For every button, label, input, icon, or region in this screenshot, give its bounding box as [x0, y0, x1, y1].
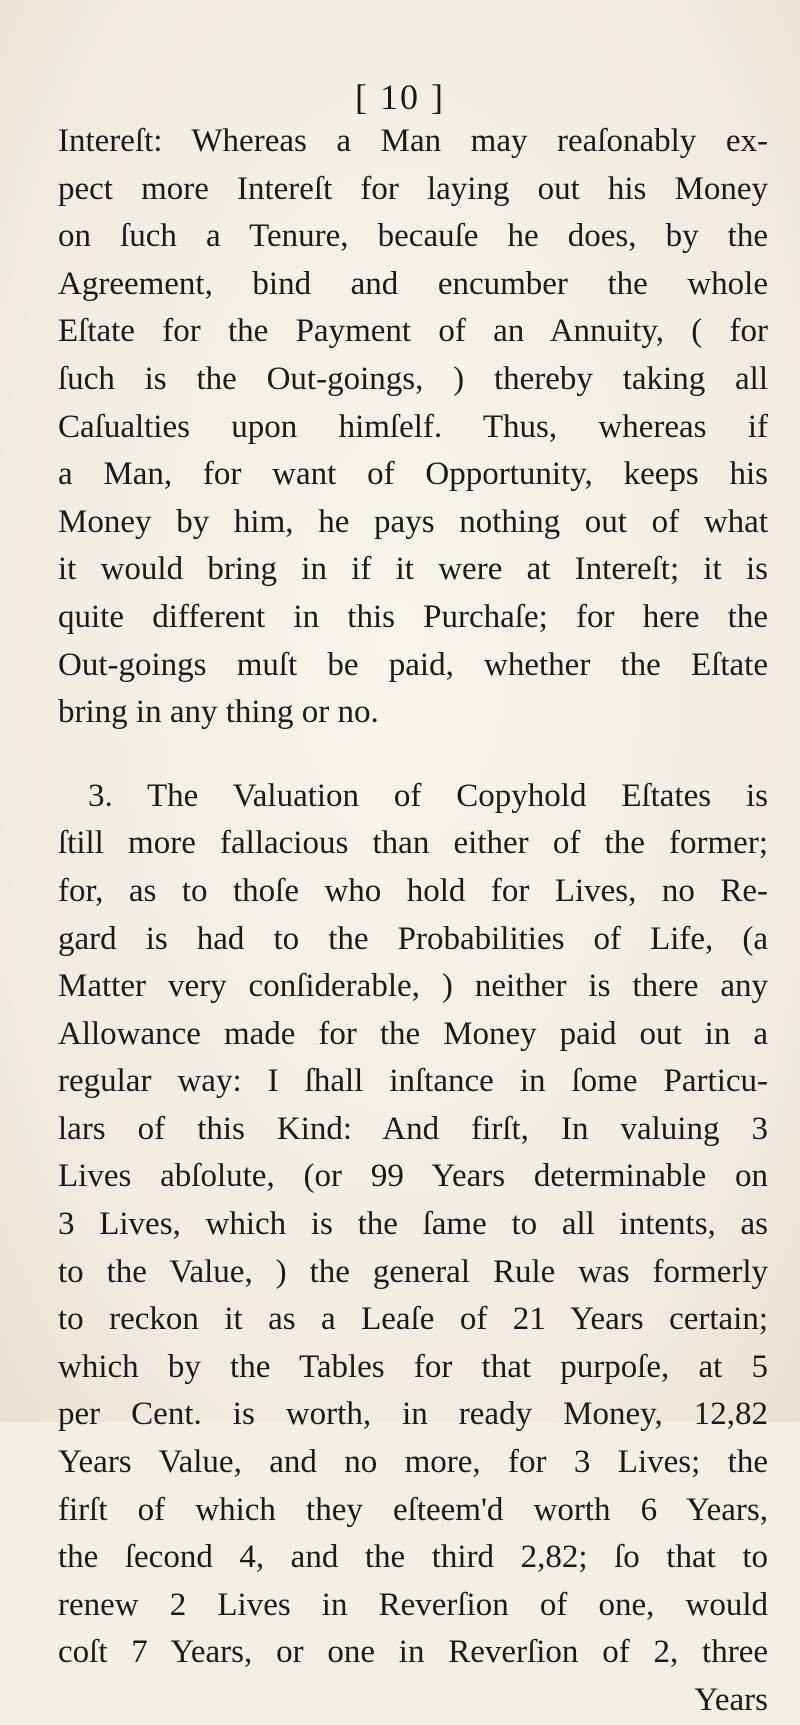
text-line: quite different in this Purchaſe; for here the	[58, 598, 768, 635]
text-line: ſtill more fallacious than either of the former;	[58, 825, 768, 862]
text-line: to reckon it as a Leaſe of 21 Years certain;	[58, 1301, 768, 1338]
text-line: Money by him, he pays nothing out of what	[58, 503, 768, 540]
text-line: Intereſt: Whereas a Man may reaſonably ex-	[58, 123, 768, 159]
text-line: Agreement, bind and encumber the whole	[58, 265, 768, 302]
text-line: gard is had to the Probabilities of Life, (a	[58, 920, 768, 957]
text-line: regular way: I ſhall inſtance in ſome Particu-	[58, 1063, 768, 1100]
text-line: Years Value, and no more, for 3 Lives; the	[58, 1444, 768, 1481]
text-line: coſt 7 Years, or one in Reverſion of 2, three	[58, 1634, 768, 1671]
text-line: Eſtate for the Payment of an Annuity, ( for	[58, 313, 768, 350]
text-line: lars of this Kind: And firſt, In valuing 3	[58, 1110, 768, 1147]
text-line: Matter very conſiderable, ) neither is there any	[58, 968, 768, 1005]
text-line: on ſuch a Tenure, becauſe he does, by the	[58, 218, 768, 255]
text-line: it would bring in if it were at Intereſt; it is	[58, 551, 768, 588]
text-line: to the Value, ) the general Rule was formerly	[58, 1253, 768, 1290]
text-line: renew 2 Lives in Reverſion of one, would	[58, 1586, 768, 1623]
text-line: for, as to thoſe who hold for Lives, no Re-	[58, 872, 768, 909]
text-line: 3. The Valuation of Copyhold Eſtates is	[88, 777, 768, 814]
text-line: a Man, for want of Opportunity, keeps his	[58, 456, 768, 493]
text-line: bring in any thing or no.	[58, 694, 379, 731]
text-line: Caſualties upon himſelf. Thus, whereas if	[58, 408, 768, 445]
text-line: which by the Tables for that purpoſe, at 5	[58, 1348, 768, 1385]
body-text	[58, 118, 768, 1725]
text-line: the ſecond 4, and the third 2,82; ſo that to	[58, 1539, 768, 1576]
catchword: Years	[694, 1682, 768, 1718]
text-line: pect more Intereſt for laying out his Money	[58, 170, 768, 207]
text-line: Allowance made for the Money paid out in a	[58, 1015, 768, 1052]
text-line: firſt of which they eſteem'd worth 6 Years,	[58, 1491, 768, 1528]
text-line: Lives abſolute, (or 99 Years determinable on	[58, 1158, 768, 1195]
page-number: [ 10 ]	[355, 77, 445, 117]
text-line: ſuch is the Out-goings, ) thereby taking all	[58, 360, 768, 397]
paragraph-gap	[58, 737, 768, 773]
text-line: 3 Lives, which is the ſame to all intents, as	[58, 1206, 768, 1243]
text-line: per Cent. is worth, in ready Money, 12,82	[58, 1396, 768, 1433]
text-line: Out-goings muſt be paid, whether the Eſtate	[58, 646, 768, 683]
